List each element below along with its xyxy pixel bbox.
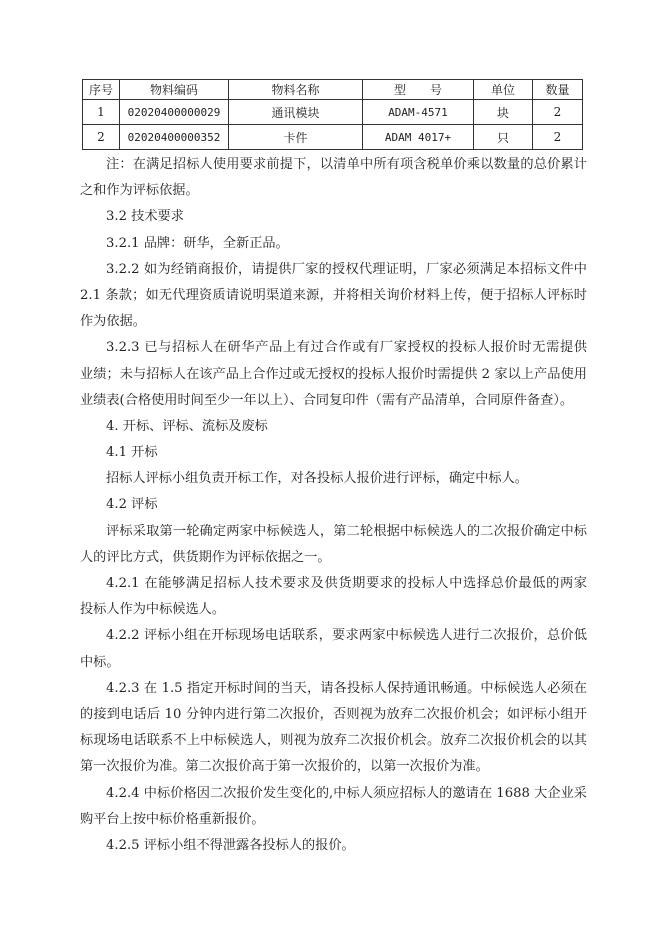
text-line: 4.1 开标 [106, 445, 158, 461]
cell-name: 通讯模块 [229, 100, 363, 125]
paragraph [80, 257, 587, 336]
text-line: 作为依据。 [80, 314, 146, 330]
paragraph [80, 231, 587, 257]
paragraph [80, 414, 587, 440]
text-line: 业绩表(合格使用时间至少一年以上）、合同复印件（需有产品清单，合同原件备查）。 [80, 392, 574, 408]
text-line: 标现场电话联系不上中标候选人，则视为放弃二次报价机会。放弃二次报价机会的以其 [80, 733, 587, 749]
table-row [83, 125, 583, 150]
header-code: 物料编码 [120, 80, 229, 100]
table-row [83, 100, 583, 125]
table-header-row [83, 80, 583, 100]
paragraph [80, 152, 587, 204]
header-unit: 单位 [474, 80, 533, 100]
header-quantity: 数量 [533, 80, 583, 100]
text-line: 评标采取第一轮确定两家中标候选人，第二轮根据中标候选人的二次报价确定中标 [106, 523, 587, 539]
cell-code: 02020400000352 [120, 125, 229, 150]
text-line: 4.2.2 评标小组在开标现场电话联系，要求两家中标候选人进行二次报价，总价低 [106, 628, 587, 644]
cell-index: 2 [83, 125, 120, 150]
header-index: 序号 [83, 80, 120, 100]
text-line: 3.2.2 如为经销商报价，请提供厂家的授权代理证明，厂家必须满足本招标文件中 [106, 261, 587, 277]
text-line: 3.2 技术要求 [106, 209, 184, 225]
paragraph [80, 833, 587, 859]
paragraph [80, 440, 587, 466]
text-line: 之和作为评标依据。 [80, 183, 199, 199]
text-line: 4. 开标、评标、流标及废标 [106, 418, 268, 434]
text-line: 3.2.1 品牌：研华，全新正品。 [106, 235, 289, 251]
text-line: 4.2.1 在能够满足招标人技术要求及供货期要求的投标人中选择总价最低的两家 [106, 576, 587, 591]
cell-unit: 只 [474, 125, 533, 150]
cell-name: 卡件 [229, 125, 363, 150]
paragraph [80, 623, 587, 675]
cell-index: 1 [83, 100, 120, 125]
paragraph [80, 519, 587, 571]
cell-code: 02020400000029 [120, 100, 229, 125]
text-line: 购平台上按中标价格重新报价。 [80, 811, 265, 827]
paragraph [80, 571, 587, 623]
text-line: 3.2.3 已与招标人在研华产品上有过合作或有厂家授权的投标人报价时无需提供 [106, 340, 587, 356]
text-line: 人的评比方式，供货期作为评标依据之一。 [80, 549, 331, 565]
paragraph [80, 204, 587, 230]
cell-model: ADAM 4017+ [363, 125, 474, 150]
text-line: 的接到电话后 10 分钟内进行第二次报价，否则视为放弃二次报价机会；如评标小组开 [80, 706, 587, 722]
text-line: 4.2.5 评标小组不得泄露各投标人的报价。 [106, 837, 355, 853]
header-model: 型 号 [363, 80, 474, 100]
header-name: 物料名称 [229, 80, 363, 100]
cell-quantity: 2 [533, 125, 583, 150]
text-line: 投标人作为中标候选人。 [80, 602, 226, 618]
document-body [80, 152, 587, 859]
text-line: 第一次报价为准。第二次报价高于第一次报价的，以第一次报价为准。 [80, 759, 489, 775]
text-line: 业绩；未与招标人在该产品上合作过或无授权的投标人报价时需提供 2 家以上产品使用 [80, 366, 587, 382]
text-line: 注：在满足招标人使用要求前提下，以清单中所有项含税单价乘以数量的总价累计 [106, 157, 587, 172]
materials-table [82, 79, 583, 150]
paragraph [80, 781, 587, 833]
paragraph [80, 676, 587, 781]
paragraph [80, 335, 587, 414]
cell-unit: 块 [474, 100, 533, 125]
paragraph [80, 492, 587, 518]
text-line: 4.2.3 在 1.5 指定开标时间的当天，请各投标人保持通讯畅通。中标候选人必须在 [106, 680, 587, 696]
paragraph [80, 466, 587, 492]
cell-quantity: 2 [533, 100, 583, 125]
text-line: 中标。 [80, 654, 120, 670]
text-line: 4.2.4 中标价格因二次报价发生变化的,中标人须应招标人的邀请在 1688 大企业采 [106, 785, 587, 801]
text-line: 4.2 评标 [106, 497, 158, 513]
cell-model: ADAM-4571 [363, 100, 474, 125]
text-line: 招标人评标小组负责开标工作，对各投标人报价进行评标，确定中标人。 [106, 471, 528, 487]
text-line: 2.1 条款；如无代理资质请说明渠道来源，并将相关询价材料上传，便于招标人评标时 [80, 287, 587, 303]
